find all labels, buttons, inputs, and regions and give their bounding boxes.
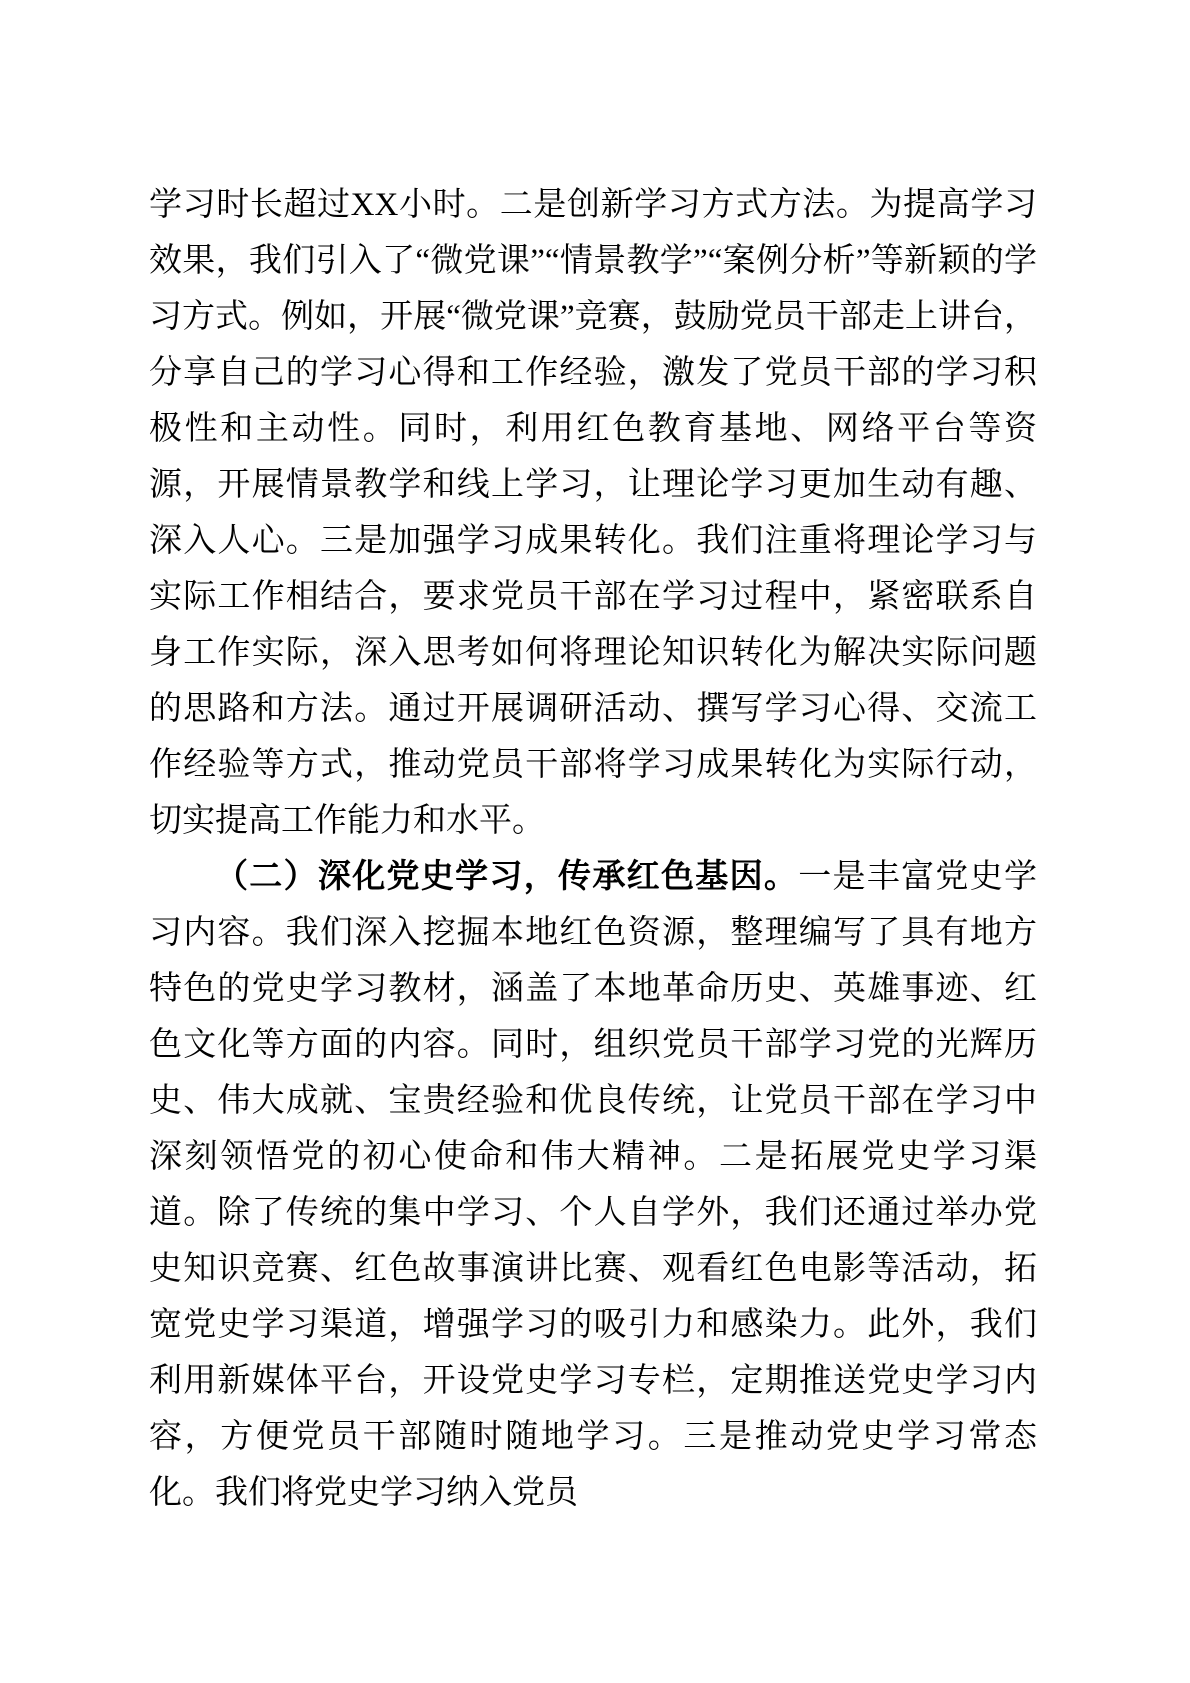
paragraph-text: 一是丰富党史学习内容。我们深入挖掘本地红色资源，整理编写了具有地方特色的党史学习教材，涵盖了本地革命历史、英雄事迹、红色文化等方面的内容。同时，组织党员干部学习党的光辉历史、伟大成就、宝贵经验和优良传统，让党员干部在学习中深刻领悟党的初心使命和伟大精神。二是拓展党史学习渠道。除了传统的集中学习、个人自学外，我们还通过举办党史知识竞赛、红色故事演讲比赛、观看红色电影等活动，拓宽党史学习渠道，增强学习的吸引力和感染力。此外，我们利用新媒体平台，开设党史学习专栏，定期推送党史学习内容，方便党员干部随时随地学习。三是推动党史学习常态化。我们将党史学习纳入党员: [149, 859, 1038, 1511]
section-heading-deepen-party-history: （二）深化党史学习，传承红色基因。: [215, 859, 799, 895]
paragraph-theory-learning-continued: [149, 177, 1037, 849]
paragraph-party-history-learning: [149, 849, 1037, 1521]
document-body: [149, 177, 1037, 1521]
paragraph-text: 学习时长超过XX小时。二是创新学习方式方法。为提高学习效果，我们引入了“微党课”“情景教学”“案例分析”等新颖的学习方式。例如，开展“微党课”竞赛，鼓励党员干部走上讲台，分享自己的学习心得和工作经验，激发了党员干部的学习积极性和主动性。同时，利用红色教育基地、网络平台等资源，开展情景教学和线上学习，让理论学习更加生动有趣、深入人心。三是加强学习成果转化。我们注重将理论学习与实际工作相结合，要求党员干部在学习过程中，紧密联系自身工作实际，深入思考如何将理论知识转化为解决实际问题的思路和方法。通过开展调研活动、撰写学习心得、交流工作经验等方式，推动党员干部将学习成果转化为实际行动，切实提高工作能力和水平。: [149, 187, 1037, 839]
